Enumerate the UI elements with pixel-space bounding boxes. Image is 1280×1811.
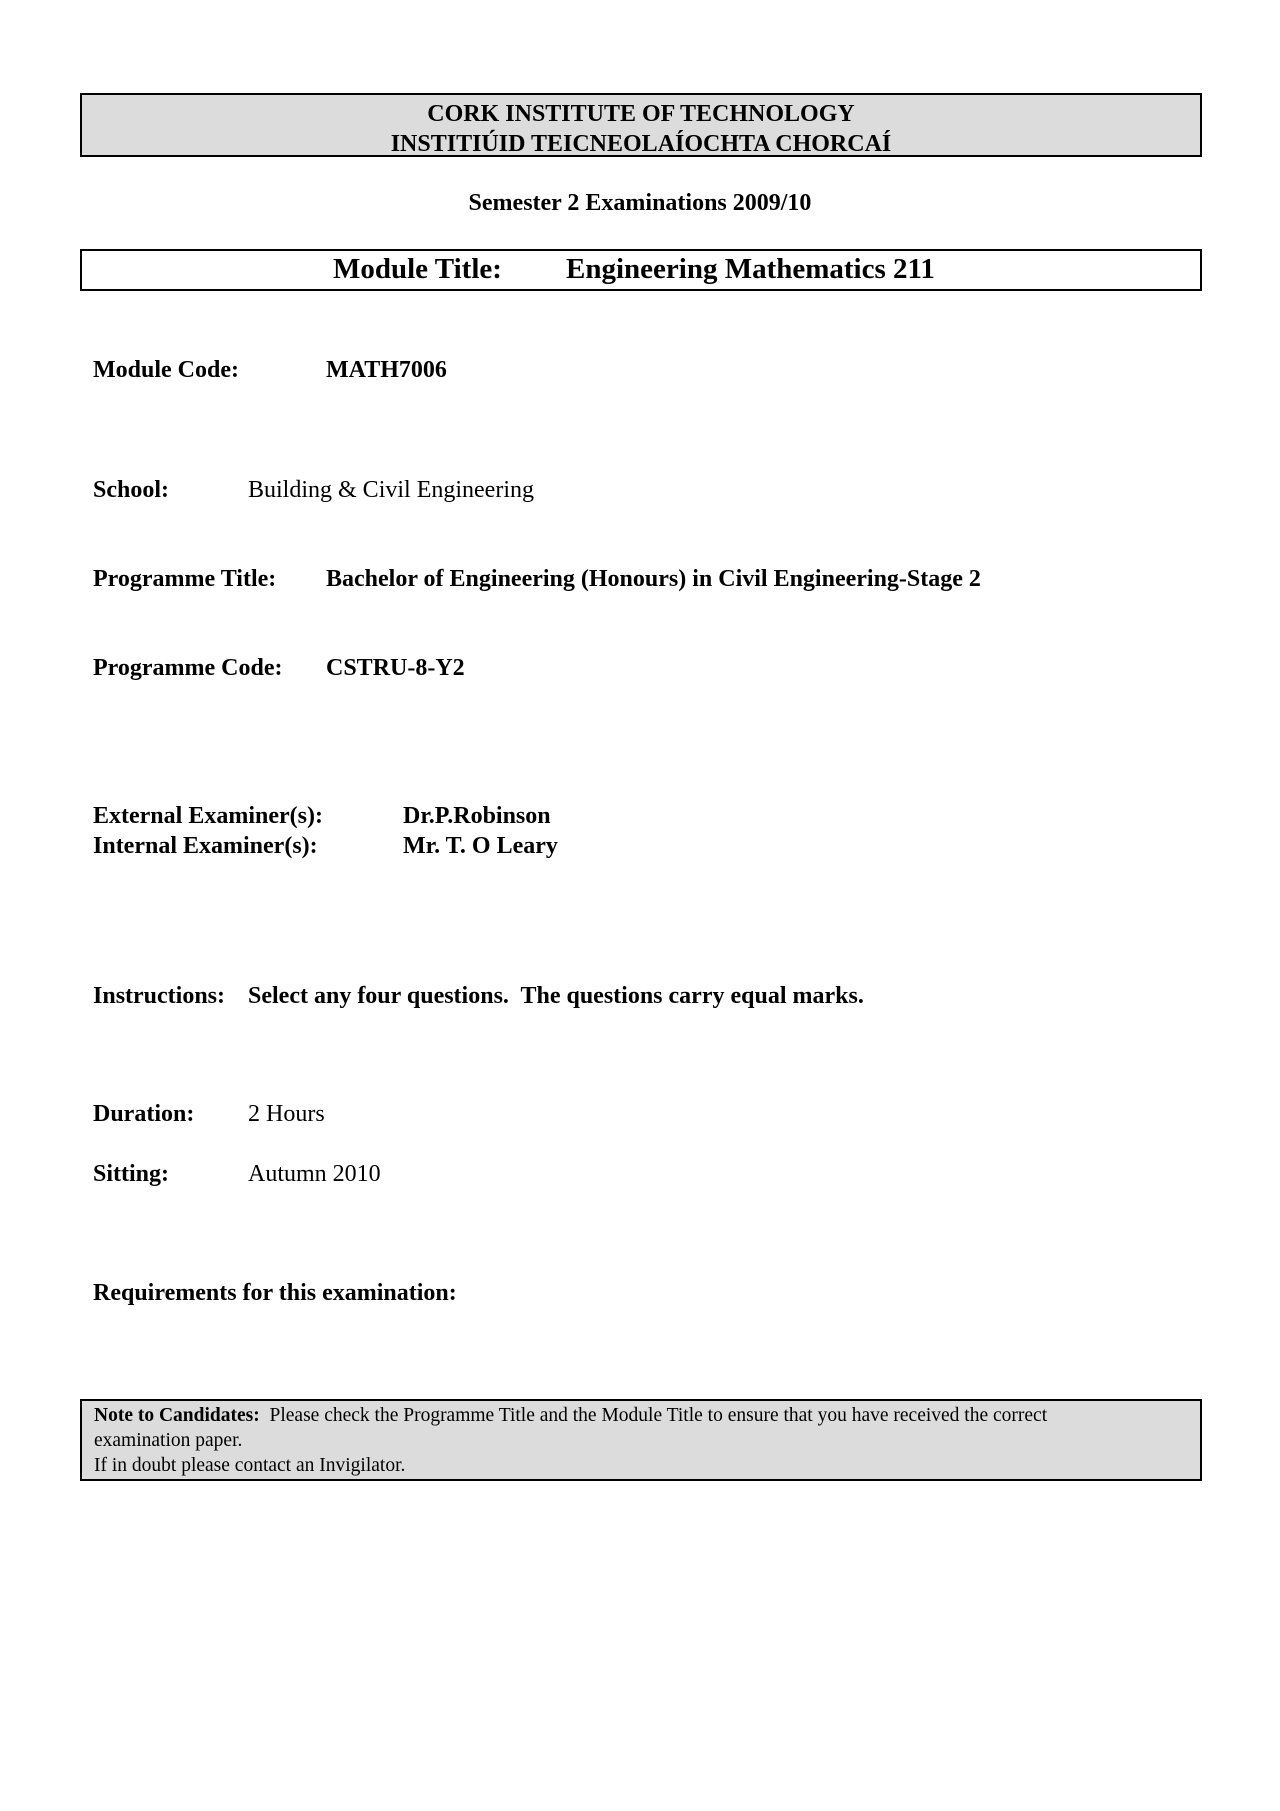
programme-title-label: Programme Title:	[93, 566, 277, 592]
internal-examiner-value: Mr. T. O Leary	[403, 833, 558, 859]
instructions-label: Instructions:	[93, 983, 226, 1009]
external-examiner-label: External Examiner(s):	[93, 803, 323, 829]
note-line-1-cont: examination paper.	[94, 1430, 243, 1451]
instructions-value: Select any four questions. The questions carry equal marks.	[248, 983, 864, 1009]
school-value: Building & Civil Engineering	[248, 477, 534, 503]
programme-code-label: Programme Code:	[93, 655, 283, 681]
duration-value: 2 Hours	[248, 1101, 325, 1127]
note-to-candidates-box	[80, 1399, 1202, 1481]
module-code-label: Module Code:	[93, 357, 239, 383]
note-line-2: If in doubt please contact an Invigilator.	[94, 1455, 406, 1476]
requirements-label: Requirements for this examination:	[93, 1280, 457, 1306]
institute-name-english: CORK INSTITUTE OF TECHNOLOGY	[427, 101, 855, 127]
note-text: Please check the Programme Title and the Module Title to ensure that you have received the correct	[269, 1405, 1048, 1426]
sitting-value: Autumn 2010	[248, 1161, 381, 1187]
note-line-1	[94, 1403, 1188, 1428]
module-title-label: Module Title:	[333, 253, 502, 285]
note-label: Note to Candidates:	[94, 1405, 260, 1426]
module-title-box	[80, 249, 1202, 291]
internal-examiner-label: Internal Examiner(s):	[93, 833, 318, 859]
school-label: School:	[93, 477, 170, 503]
institute-name-irish: INSTITIÚID TEICNEOLAÍOCHTA CHORCAÍ	[390, 131, 892, 157]
institute-header	[80, 93, 1202, 157]
module-code-value: MATH7006	[326, 357, 447, 383]
sitting-label: Sitting:	[93, 1161, 170, 1187]
semester-heading: Semester 2 Examinations 2009/10	[468, 190, 812, 216]
external-examiner-value: Dr.P.Robinson	[403, 803, 551, 829]
module-title-value: Engineering Mathematics 211	[566, 253, 935, 285]
programme-code-value: CSTRU-8-Y2	[326, 655, 465, 681]
programme-title-value: Bachelor of Engineering (Honours) in Civil Engineering-Stage 2	[326, 566, 981, 592]
duration-label: Duration:	[93, 1101, 195, 1127]
